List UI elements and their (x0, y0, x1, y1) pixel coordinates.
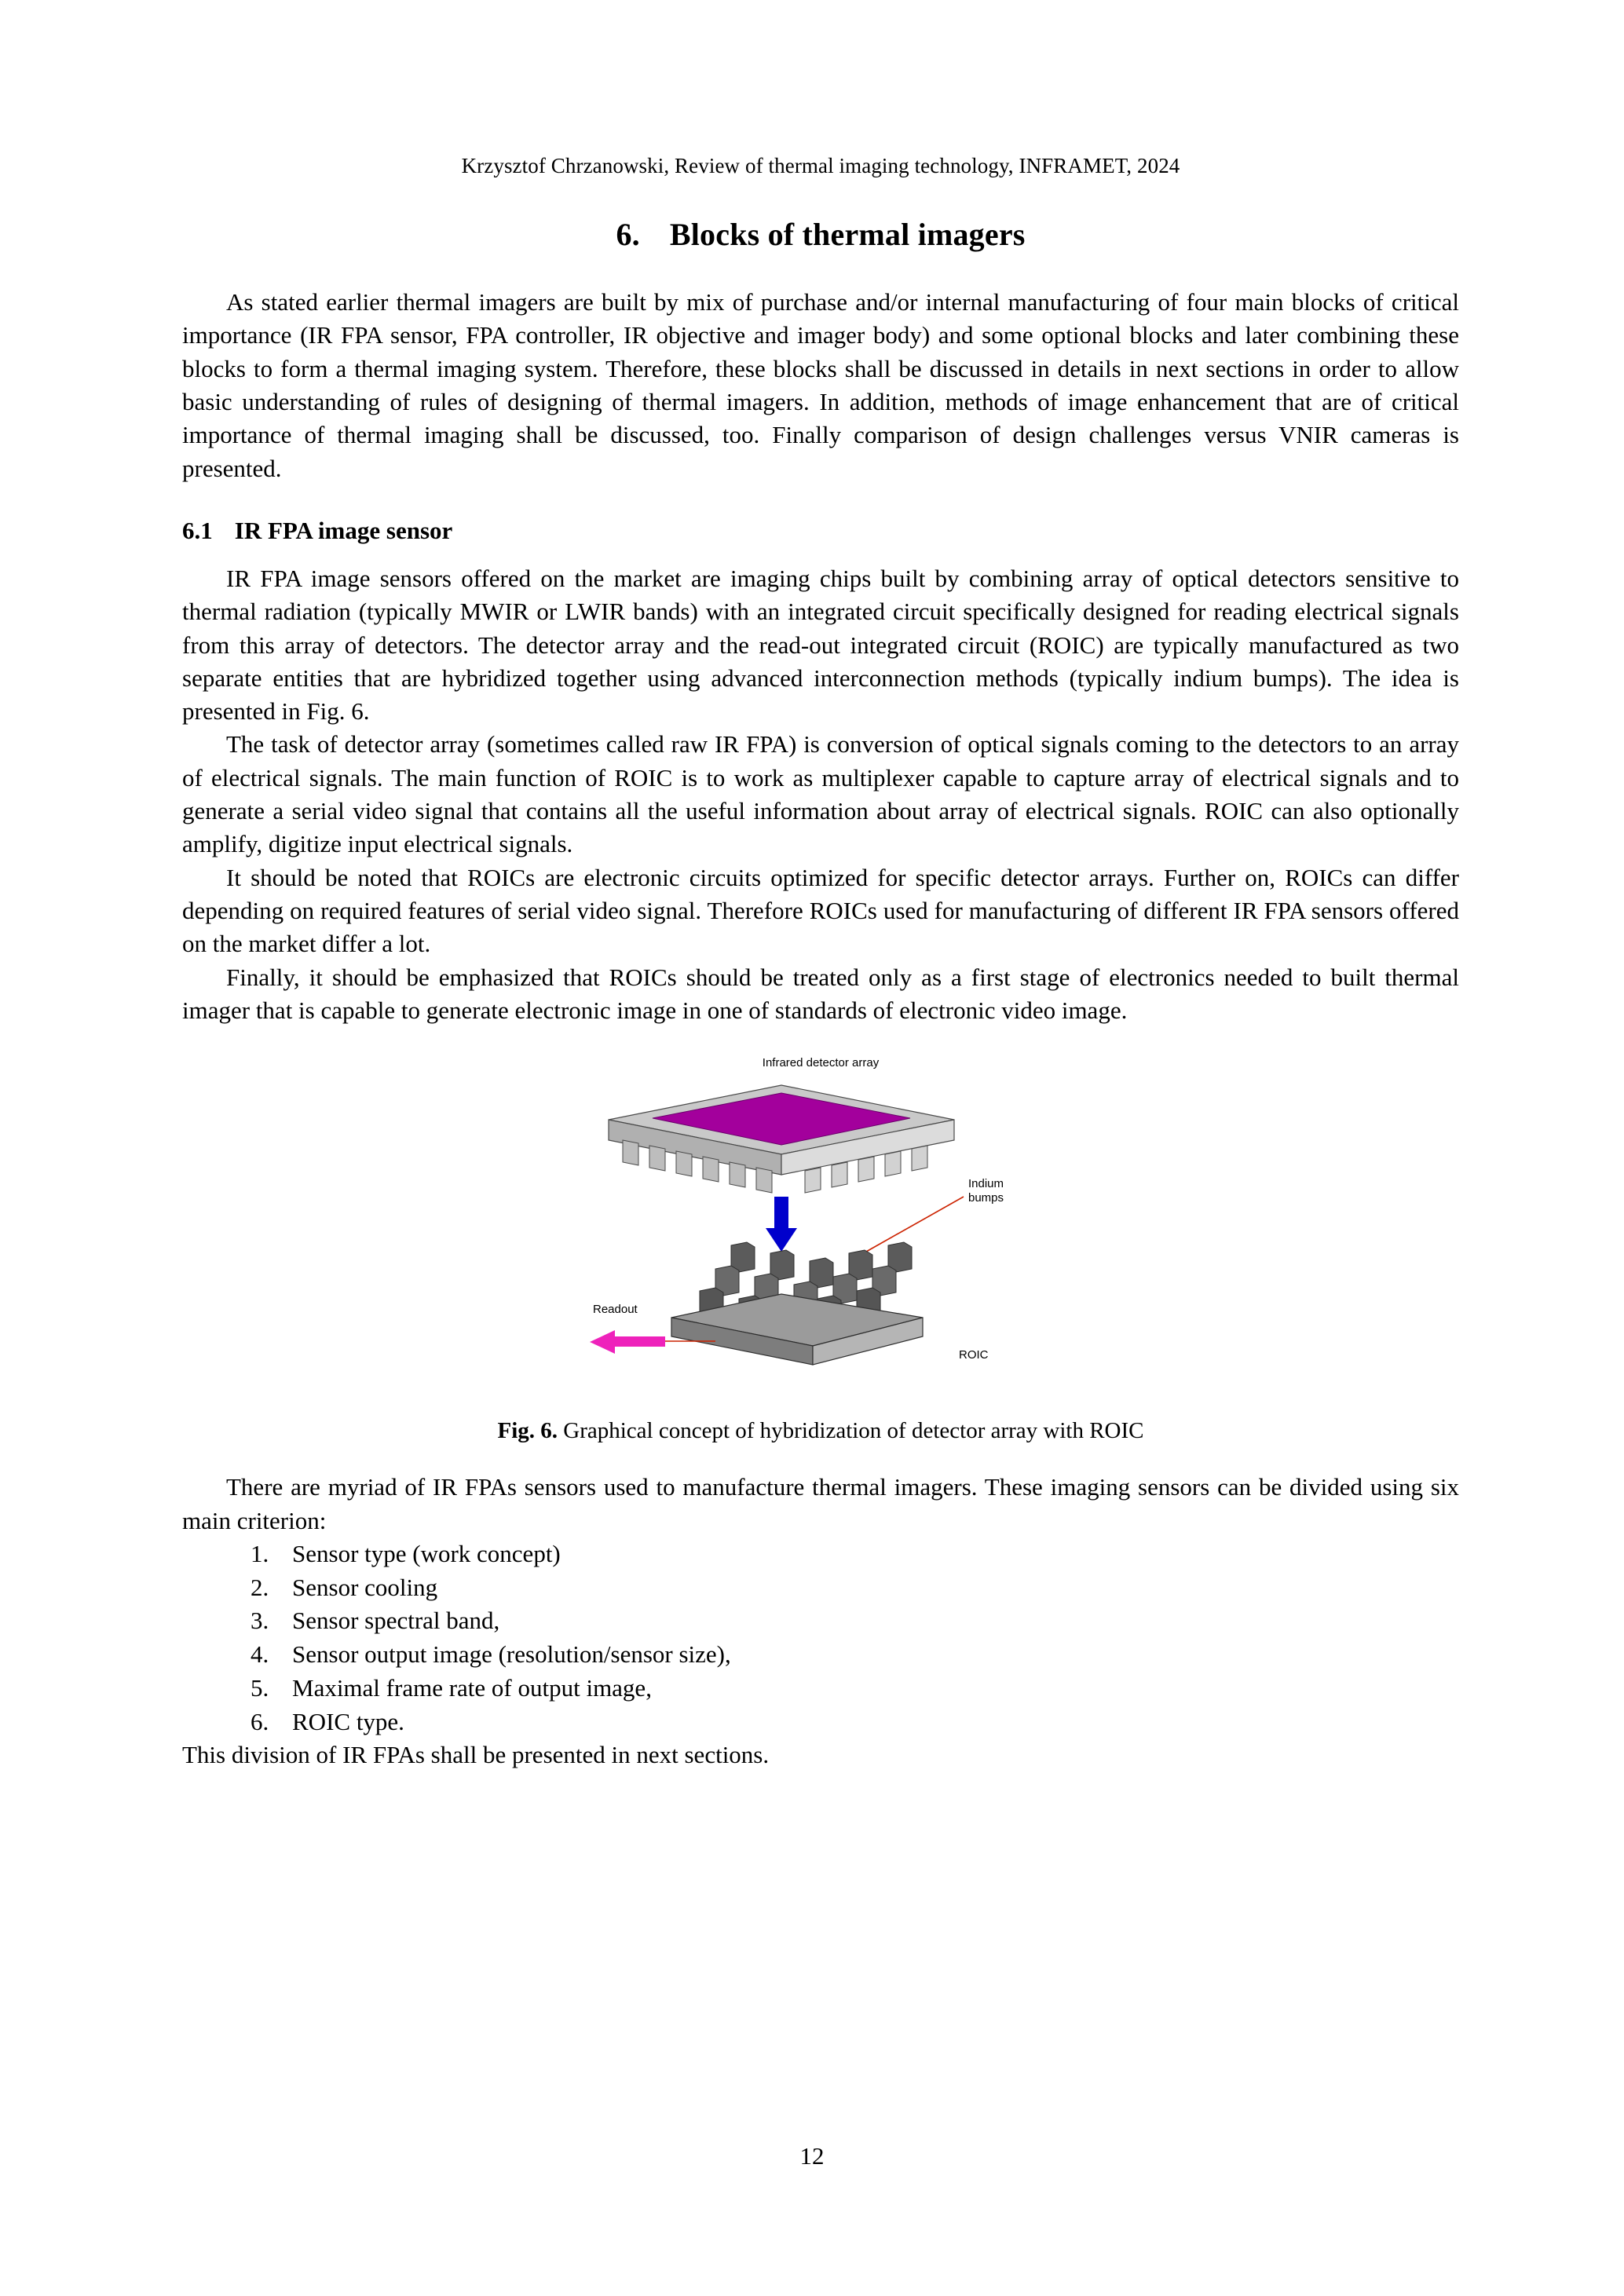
label-roic: ROIC (959, 1348, 989, 1362)
subsection-number: 6.1 (182, 516, 213, 544)
figure-caption (182, 1418, 1459, 1444)
roic-block (671, 1242, 923, 1365)
subsection-title-text: IR FPA image sensor (234, 516, 453, 544)
paragraph-3: It should be noted that ROICs are electronic circuits optimized for specific detector arrays. Further on, ROICs can differ depending on required features of serial video signal. Therefore ROICs used for manufacturing of different IR FPA sensors offered on the market differ a lot. (182, 863, 1459, 958)
list-item: 6. ROIC type. (275, 1706, 1459, 1739)
figure-caption-label: Fig. 6. (497, 1418, 558, 1444)
arrow-down-icon (766, 1197, 797, 1252)
paragraph-4: Finally, it should be emphasized that ROICs should be treated only as a first stage of electronics needed to built thermal imager that is capable to generate electronic image in one of standards of electronic video image. (182, 963, 1459, 1024)
list-item: 4. Sensor output image (resolution/sensor size), (275, 1638, 1459, 1672)
label-indium-bumps-line2: bumps (968, 1191, 1004, 1205)
leader-line-indium (866, 1197, 964, 1252)
label-detector-array: Infrared detector array (762, 1056, 880, 1070)
subsection-heading (182, 517, 1459, 545)
paragraph-6: This division of IR FPAs shall be presented in next sections. (182, 1741, 770, 1769)
paragraph-1: IR FPA image sensors offered on the market are imaging chips built by combining array of optical detectors sensitive to thermal radiation (typically MWIR or LWIR bands) with an integrated circuit specifically designed for reading electrical signals from this array of detectors. The detector array and the read-out integrated circuit (ROIC) are typically manufactured as two separate entities that are hybridized together using advanced interconnection methods (typically indium bumps). The idea is presented in Fig. 6. (182, 564, 1459, 726)
criteria-list (182, 1537, 1459, 1739)
list-item: 1. Sensor type (work concept) (275, 1537, 1459, 1571)
page-number: 12 (799, 2142, 825, 2170)
hybridization-diagram (577, 1054, 1064, 1399)
list-item: 3. Sensor spectral band, (275, 1604, 1459, 1638)
list-item: 5. Maximal frame rate of output image, (275, 1672, 1459, 1706)
label-indium-bumps-line1: Indium (968, 1177, 1004, 1191)
page-title (182, 216, 1459, 253)
section-number: 6. (616, 217, 640, 252)
list-item: 2. Sensor cooling (275, 1571, 1459, 1605)
figure-6 (182, 1054, 1459, 1399)
detector-array-block (609, 1085, 954, 1193)
paragraph-intro: As stated earlier thermal imagers are built by mix of purchase and/or internal manufacturing of four main blocks of critical importance (IR FPA sensor, FPA controller, IR objective and imager body) and some optional blocks and later combining these blocks to form a thermal imaging system. Therefore, these blocks shall be discussed in details in next sections in order to allow basic understanding of rules of designing of thermal imagers. In addition, methods of image enhancement that are of critical importance of thermal imaging shall be discussed, too. Finally comparison of design challenges versus VNIR cameras is presented. (182, 288, 1459, 482)
paragraph-5: There are myriad of IR FPAs sensors used to manufacture thermal imagers. These imaging sensors can be divided using six main criterion: (182, 1473, 1459, 1534)
paragraph-2: The task of detector array (sometimes called raw IR FPA) is conversion of optical signals coming to the detectors to an array of electrical signals. The main function of ROIC is to work as multiplexer capable to capture array of electrical signals and to generate a serial video signal that contains all the useful information about array of electrical signals. ROIC can also optionally amplify, digitize input electrical signals. (182, 730, 1459, 858)
running-head: Krzysztof Chrzanowski, Review of thermal imaging technology, INFRAMET, 2024 (461, 154, 1180, 177)
section-title-text: Blocks of thermal imagers (669, 217, 1026, 252)
label-readout: Readout (593, 1303, 638, 1317)
figure-caption-text: Graphical concept of hybridization of detector array with ROIC (558, 1418, 1144, 1444)
